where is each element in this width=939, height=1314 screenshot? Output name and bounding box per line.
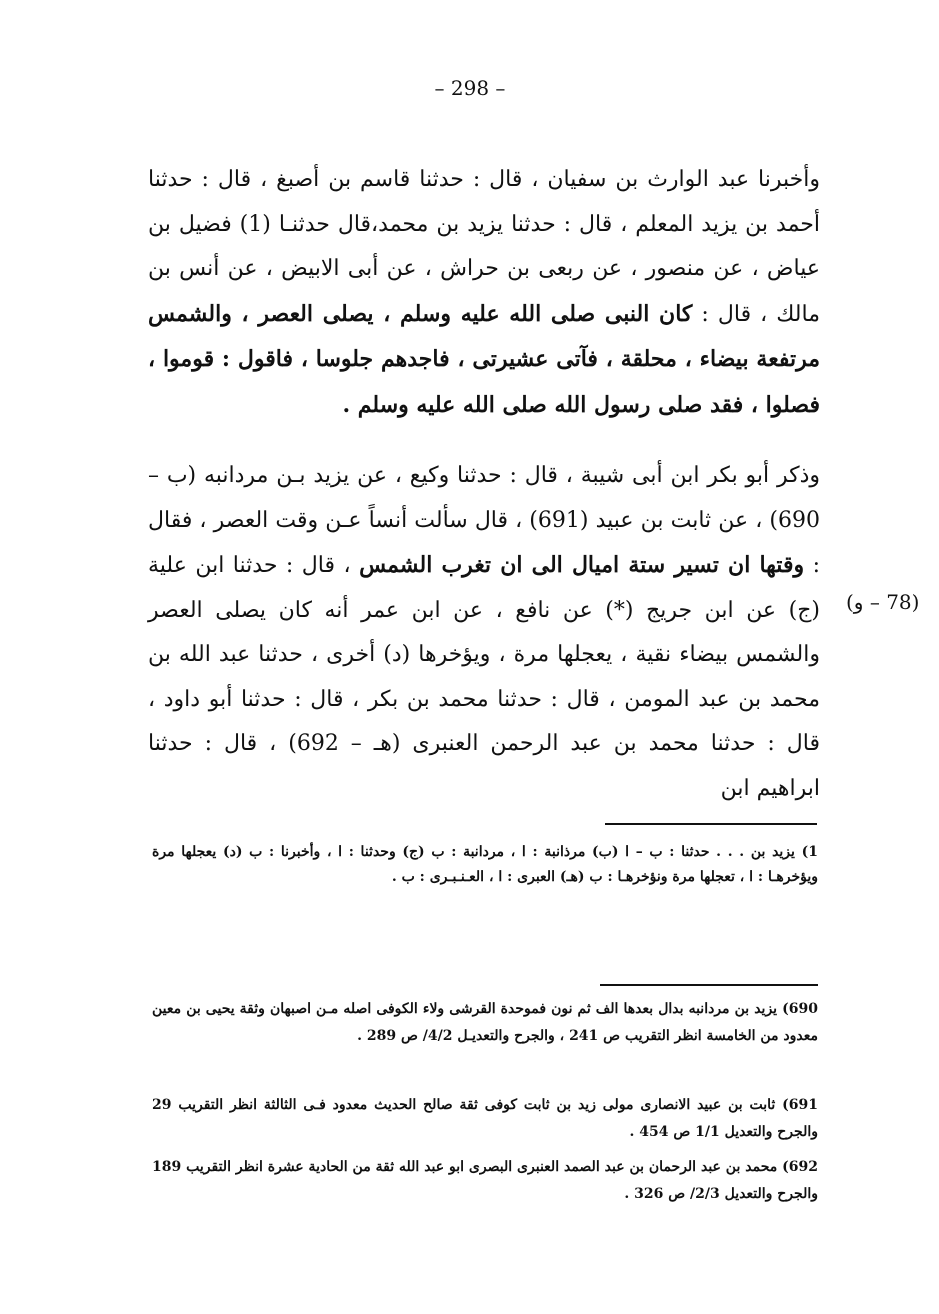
footnote-label: 690) <box>782 1001 818 1017</box>
footnote-text: محمد بن عبد الرحمان بن عبد الصمد العنبرى البصرى ابو عبد الله ثقة من الحادية عشرة انظر التقريب 189 والجرح والتعديل 2/3/ ص 326 . <box>152 1159 818 1202</box>
paragraph-hadith-1 <box>148 158 820 428</box>
footnote-divider-biographies <box>600 984 818 986</box>
paragraph-2-text-start: وذكر أبو بكر ابن أبى شيبة ، قال : حدثنا وكيع ، عن يزيد بـن مردانبه (ب – 690) ، عن ثابت بن عبيد (691) ، قال سألت أنساً عـن وقت العصر ، فقال : <box>148 463 821 578</box>
footnote-label: 691) <box>782 1097 818 1113</box>
footnote-692 <box>152 1154 818 1208</box>
paragraph-hadith-2 <box>148 454 820 811</box>
footnote-label: 692) <box>782 1159 818 1175</box>
variant-readings-note: 1) يزيد بن . . . حدثنا : ب – ا (ب) مرذانبة : ا ، مردانبة : ب (ج) وحدثنا : ا ، وأخبرنا : ب (د) يعجلها مرة ويؤخرهـا : ا ، تعجلها مرة ونؤخرهـا : ب (هـ) العبرى : ا ، العـنـبـرى : ب . <box>152 844 818 885</box>
footnote-691 <box>152 1092 818 1146</box>
paragraph-2-text-end: ، قال : حدثنا ابن علية (ج) عن ابن جريج (*) عن نافع ، عن ابن عمر أنه كان يصلى العصر والشمس بيضاء نقية ، يعجلها مرة ، ويؤخرها (د) أخرى ، حدثنا عبد الله بن محمد بن عبد المومن ، قال : حدثنا محمد بن بكر ، قال : حدثنا أبو داود ، قال : حدثنا محمد بن عبد الرحمن العنبرى (هـ – 692) ، قال : حدثنا ابراهيم ابن <box>148 553 820 801</box>
paragraph-1-text: وأخبرنا عبد الوارث بن سفيان ، قال : حدثنا قاسم بن أصبغ ، قال : حدثنا أحمد بن يزيد المعلم ، قال : حدثنا يزيد بن محمد،قال حدثنـا (1) فضيل بن عياض ، عن منصور ، عن ربعى بن حراش ، عن أبى الابيض ، عن أنس بن مالك ، قال : <box>148 167 820 327</box>
footnote-divider-variants <box>605 823 817 825</box>
footnote-690 <box>152 996 818 1050</box>
margin-manuscript-reference: (78 – و) <box>846 590 920 614</box>
footnote-text: يزيد بن مردانبه بدال بعدها الف ثم نون فموحدة القرشى ولاء الكوفى اصله مـن اصبهان وثقة يحيى بن معين معدود من الخامسة انظر التقريب ص 241 ، والجرح والتعديـل 4/2/ ص 289 . <box>152 1001 818 1044</box>
page-number: – 298 – <box>434 76 506 100</box>
footnote-text: ثابت بن عبيد الانصارى مولى زيد بن ثابت كوفى ثقة صالح الحديث معدود فـى الثالثة انظر التقريب 29 والجرح والتعديل 1/1 ص 454 . <box>152 1097 818 1140</box>
paragraph-2-bold-text: وقتها ان تسير ستة اميال الى ان تغرب الشمس <box>359 552 805 578</box>
paragraph-1-bold-text: كان النبى صلى الله عليه وسلم ، يصلى العصر ، والشمس مرتفعة بيضاء ، محلقة ، فآتى عشيرتى ، فاجدهم جلوسا ، فاقول : قوموا ، فصلوا ، فقد صلى رسول الله صلى الله عليه وسلم . <box>148 300 820 418</box>
